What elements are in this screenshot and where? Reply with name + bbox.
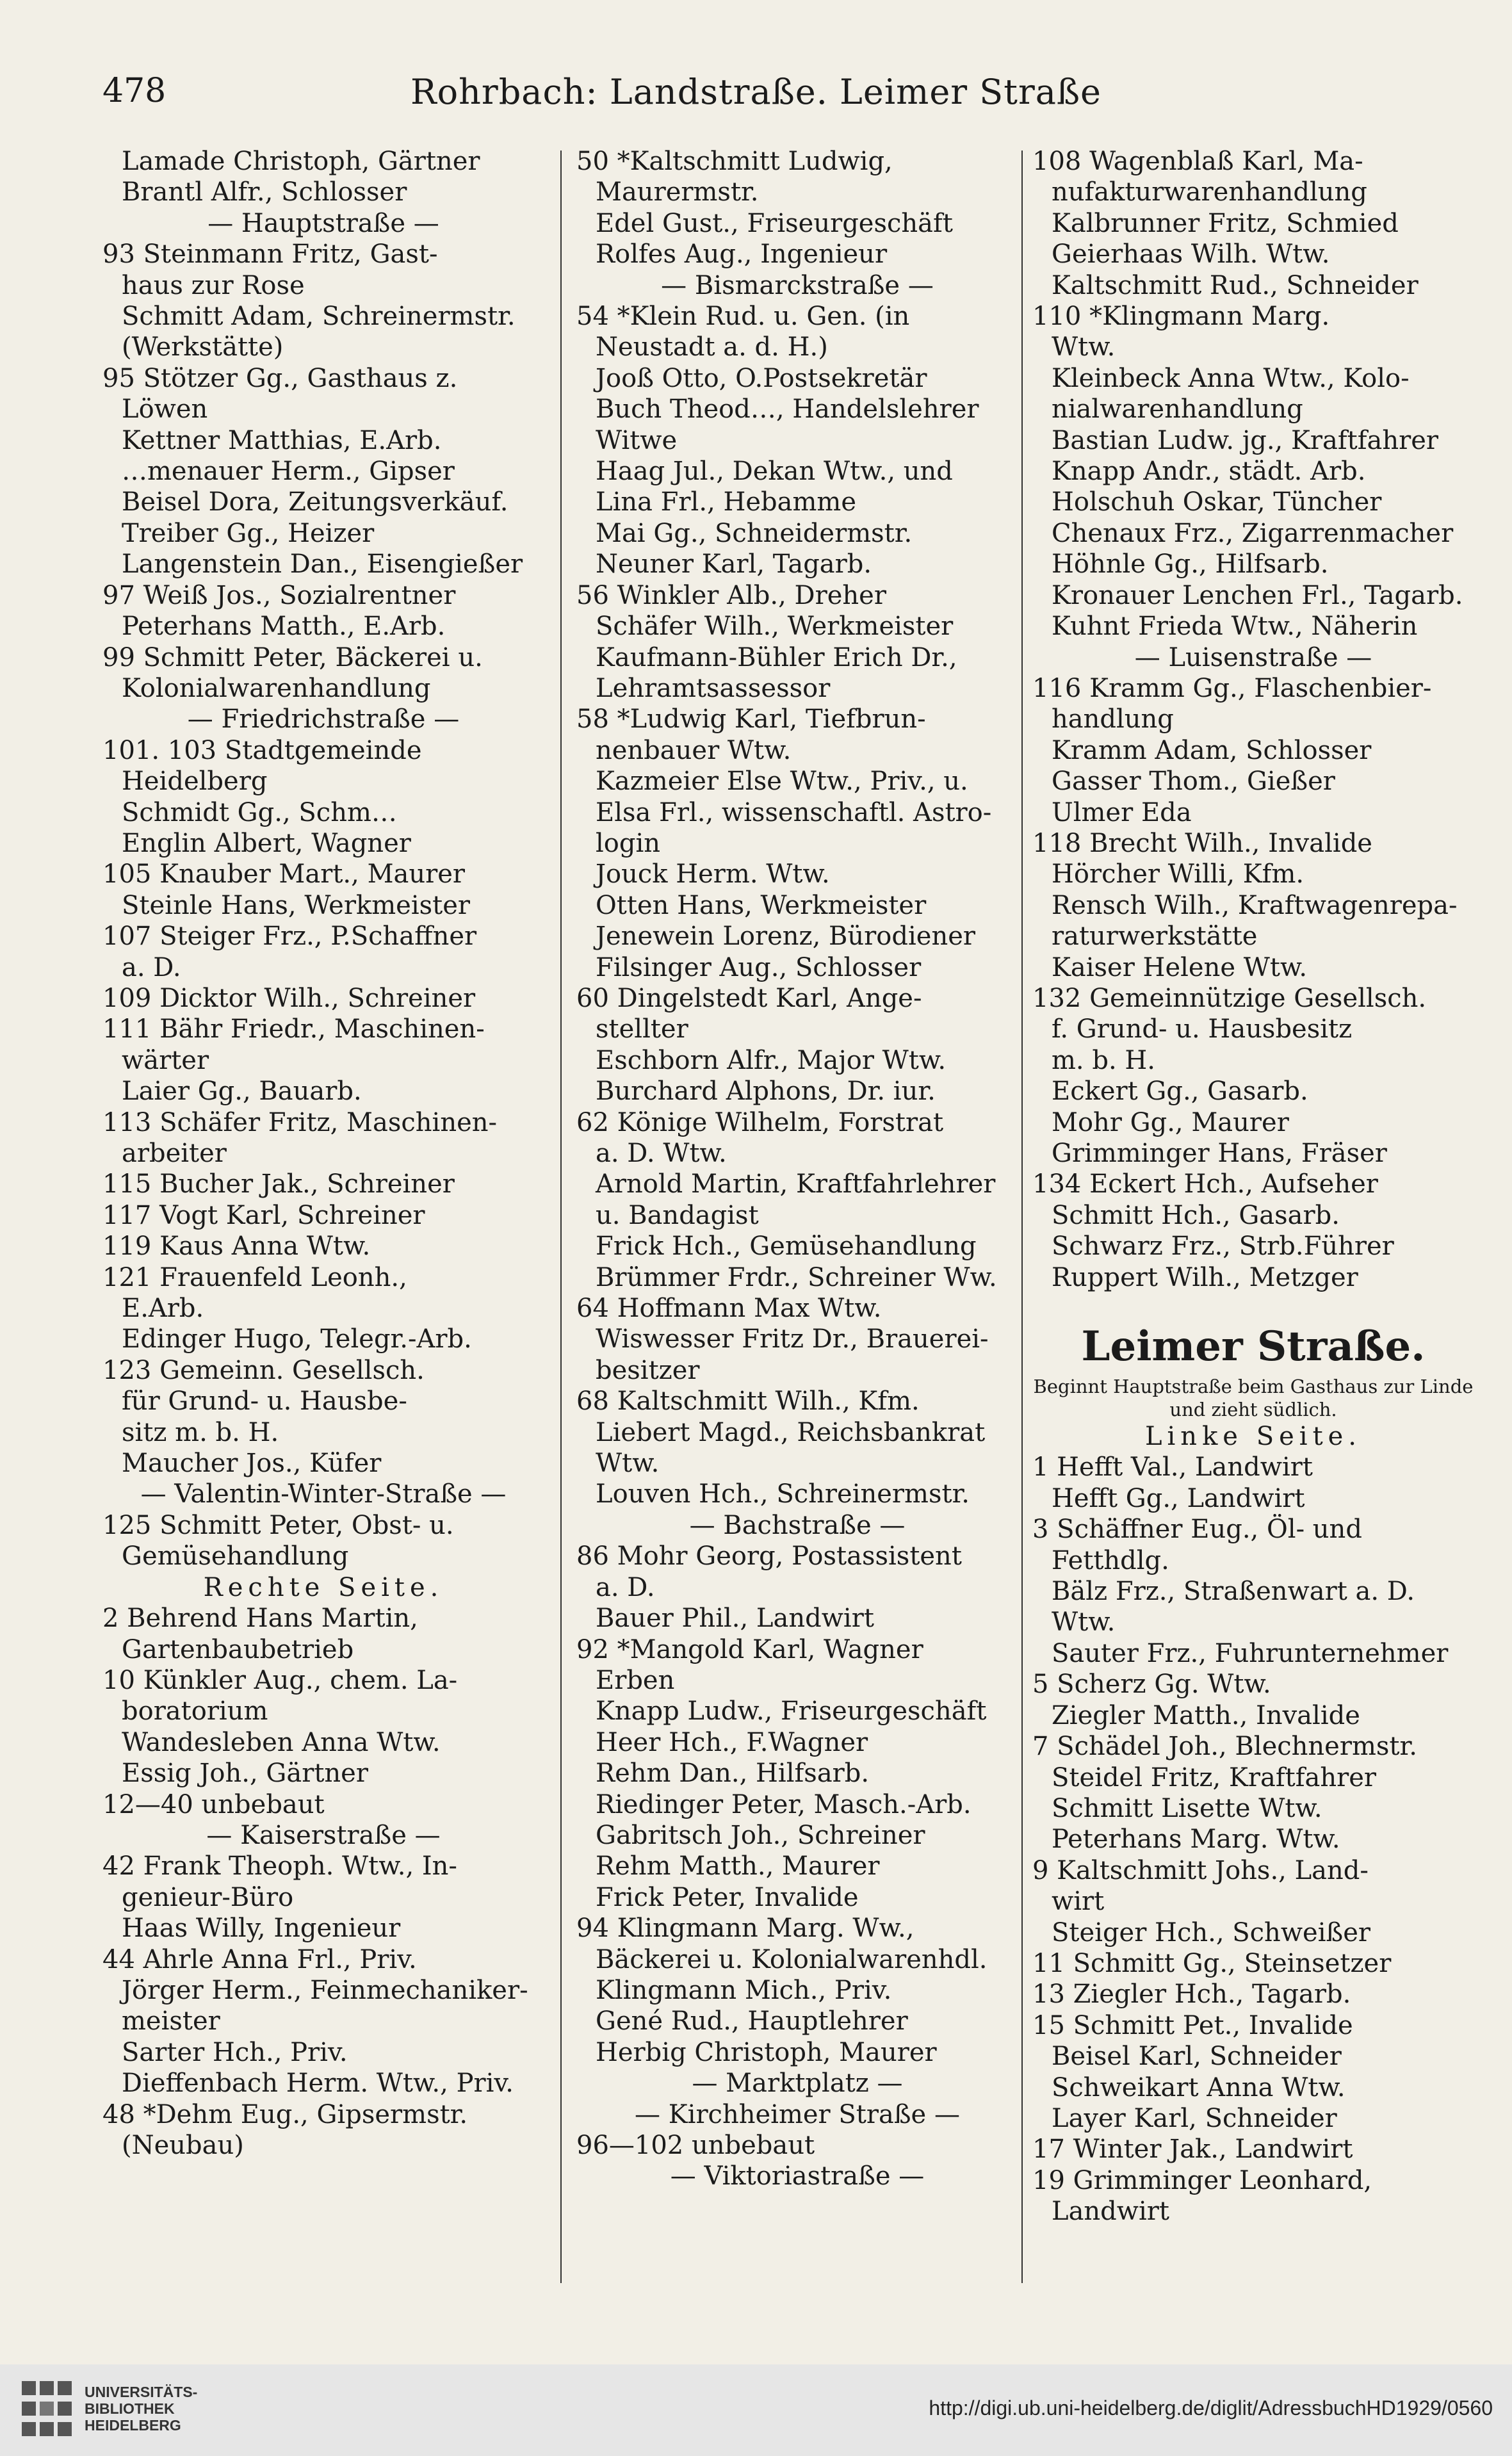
directory-entry: 95 Stötzer Gg., Gasthaus z. [102, 363, 458, 393]
directory-entry: Erben [596, 1665, 675, 1695]
directory-entry: u. Bandagist [596, 1200, 759, 1230]
directory-entry: Essig Joh., Gärtner [122, 1759, 368, 1789]
directory-entry: Kolonialwarenhandlung [122, 673, 431, 703]
street-heading: — Kaiserstraße — [206, 1820, 441, 1850]
directory-entry: Peterhans Marg. Wtw. [1052, 1825, 1340, 1855]
directory-entry: Frick Peter, Invalide [596, 1882, 859, 1912]
directory-entry: 15 Schmitt Pet., Invalide [1032, 2010, 1353, 2040]
street-heading: — Kirchheimer Straße — [635, 2099, 960, 2129]
directory-entry: 134 Eckert Hch., Aufseher [1032, 1169, 1378, 1200]
directory-entry: Knapp Andr., städt. Arb. [1052, 457, 1366, 487]
directory-entry: Schweikart Anna Wtw. [1052, 2072, 1345, 2102]
directory-entry: Steinle Hans, Werkmeister [122, 890, 471, 920]
source-url-link[interactable]: http://digi.ub.uni-heidelberg.de/diglit/AdressbuchHD1929/0560 [929, 2396, 1493, 2419]
directory-entry: a. D. [596, 1572, 655, 1602]
directory-entry: Beisel Karl, Schneider [1052, 2042, 1342, 2072]
directory-entry: nenbauer Wtw. [596, 735, 792, 765]
directory-entry: Liebert Magd., Reichsbankrat [596, 1417, 986, 1447]
directory-entry: 117 Vogt Karl, Schreiner [102, 1200, 425, 1230]
directory-entry: a. D. [122, 952, 181, 982]
directory-entry: Chenaux Frz., Zigarrenmacher [1052, 518, 1454, 548]
directory-entry: 3 Schäffner Eug., Öl- und [1032, 1515, 1362, 1545]
directory-entry: raturwerkstätte [1052, 922, 1258, 952]
directory-entry: 109 Dicktor Wilh., Schreiner [102, 983, 476, 1013]
directory-entry: Englin Albert, Wagner [122, 828, 411, 858]
directory-entry: nufakturwarenhandlung [1052, 177, 1367, 207]
section-description: Beginnt Hauptstraße beim Gasthaus zur Linde und zieht südlich. [1033, 1376, 1474, 1421]
directory-entry: Landwirt [1052, 2197, 1170, 2227]
directory-entry: Kazmeier Else Wtw., Priv., u. [596, 767, 968, 797]
directory-entry: Knapp Ludw., Friseurgeschäft [596, 1696, 987, 1727]
street-heading: — Valentin-Winter-Straße — [140, 1479, 507, 1509]
directory-entry: meister [122, 2006, 220, 2037]
directory-entry: 10 Künkler Aug., chem. La- [102, 1665, 458, 1695]
directory-entry: 62 Könige Wilhelm, Forstrat [576, 1107, 944, 1137]
directory-entry: 101. 103 Stadtgemeinde [102, 735, 422, 765]
directory-entry: Löwen [122, 394, 208, 425]
street-heading: — Hauptstraße — [207, 208, 439, 238]
directory-column-3 [1032, 146, 1474, 2227]
directory-entry: für Grund- u. Hausbe- [122, 1387, 407, 1417]
directory-entry: Burchard Alphons, Dr. iur. [596, 1077, 936, 1107]
street-heading: — Bachstraße — [689, 1510, 906, 1540]
directory-entry: Schwarz Frz., Strb.Führer [1052, 1232, 1394, 1262]
directory-entry: Gené Rud., Hauptlehrer [596, 2006, 908, 2037]
street-heading: — Marktplatz — [692, 2069, 903, 2099]
university-library-logo-icon [18, 2377, 74, 2440]
directory-entry: Eckert Gg., Gasarb. [1052, 1077, 1308, 1107]
directory-entry: Ziegler Matth., Invalide [1052, 1700, 1360, 1730]
directory-entry: 68 Kaltschmitt Wilh., Kfm. [576, 1387, 920, 1417]
directory-entry: Louven Hch., Schreinermstr. [596, 1479, 970, 1509]
directory-entry: Kettner Matthias, E.Arb. [122, 425, 442, 455]
directory-entry: (Neubau) [122, 2131, 244, 2160]
directory-entry: Arnold Martin, Kraftfahrlehrer [596, 1169, 996, 1200]
directory-entry: Filsinger Aug., Schlosser [596, 952, 922, 982]
directory-entry: 123 Gemeinn. Gesellsch. [102, 1355, 425, 1385]
side-heading: Linke Seite. [1144, 1422, 1362, 1452]
directory-entry: 111 Bähr Friedr., Maschinen- [102, 1014, 485, 1045]
street-heading: — Viktoriastraße — [670, 2161, 925, 2192]
directory-entry: Klingmann Mich., Priv. [596, 1975, 892, 2005]
street-heading: — Luisenstraße — [1134, 642, 1372, 672]
directory-entry: genieur-Büro [122, 1882, 294, 1912]
directory-entry: Gabritsch Joh., Schreiner [596, 1820, 925, 1850]
directory-entry: Edel Gust., Friseurgeschäft [596, 208, 953, 238]
directory-entry: Hefft Gg., Landwirt [1052, 1483, 1305, 1513]
directory-entry: 19 Grimminger Leonhard, [1032, 2165, 1372, 2195]
directory-entry: 94 Klingmann Marg. Ww., [576, 1914, 915, 1944]
directory-entry: Wtw. [1052, 332, 1116, 362]
directory-entry: 119 Kaus Anna Wtw. [102, 1232, 371, 1262]
directory-entry: Grimminger Hans, Fräser [1052, 1139, 1387, 1168]
directory-entry: 92 *Mangold Karl, Wagner [576, 1634, 923, 1664]
directory-entry: 108 Wagenblaß Karl, Ma- [1032, 147, 1363, 176]
directory-entry: 5 Scherz Gg. Wtw. [1032, 1670, 1271, 1700]
directory-entry: 17 Winter Jak., Landwirt [1032, 2135, 1353, 2165]
directory-entry: Haas Willy, Ingenieur [122, 1914, 401, 1944]
directory-entry: login [596, 828, 661, 858]
directory-entry: Jooß Otto, O.Postsekretär [596, 363, 927, 393]
directory-entry: 11 Schmitt Gg., Steinsetzer [1032, 1948, 1392, 1978]
directory-entry: 42 Frank Theoph. Wtw., In- [102, 1851, 457, 1882]
directory-entry: 1 Hefft Val., Landwirt [1032, 1452, 1313, 1483]
directory-entry: 99 Schmitt Peter, Bäckerei u. [102, 642, 483, 672]
library-name-line: UNIVERSITÄTS- [85, 2384, 198, 2400]
directory-entry: 116 Kramm Gg., Flaschenbier- [1032, 673, 1432, 703]
directory-entry: Gartenbaubetrieb [122, 1634, 354, 1664]
directory-entry: wirt [1052, 1887, 1105, 1917]
directory-entry: 7 Schädel Joh., Blechnermstr. [1032, 1732, 1417, 1762]
directory-entry: 118 Brecht Wilh., Invalide [1032, 828, 1372, 858]
directory-entry: Schmitt Adam, Schreinermstr. [122, 302, 516, 332]
directory-entry: Haag Jul., Dekan Wtw., und [596, 457, 953, 487]
directory-entry: Rehm Matth., Maurer [596, 1851, 880, 1882]
directory-entry: sitz m. b. H. [122, 1417, 279, 1447]
directory-entry: Elsa Frl., wissenschaftl. Astro- [596, 797, 992, 827]
directory-entry: Rensch Wilh., Kraftwagenrepa- [1052, 890, 1458, 920]
directory-entry: 58 *Ludwig Karl, Tiefbrun- [576, 704, 926, 735]
directory-entry: Kaiser Helene Wtw. [1052, 952, 1308, 982]
directory-entry: 9 Kaltschmitt Johs., Land- [1032, 1855, 1369, 1885]
directory-entry: Wtw. [596, 1449, 660, 1479]
directory-entry: Sarter Hch., Priv. [122, 2037, 348, 2067]
directory-entry: Laier Gg., Bauarb. [122, 1077, 362, 1107]
directory-entry: Maucher Jos., Küfer [122, 1449, 382, 1479]
directory-entry: Langenstein Dan., Eisengießer [122, 549, 523, 580]
directory-entry: Wtw. [1052, 1607, 1116, 1638]
directory-entry: 105 Knauber Mart., Maurer [102, 859, 466, 890]
directory-entry: 2 Behrend Hans Martin, [102, 1604, 418, 1634]
directory-entry: 113 Schäfer Fritz, Maschinen- [102, 1107, 498, 1137]
directory-entry: Mai Gg., Schneidermstr. [596, 518, 913, 548]
directory-entry: besitzer [596, 1355, 700, 1385]
directory-entry: Witwe [596, 425, 678, 455]
directory-column-1 [102, 146, 544, 2161]
directory-entry: Riedinger Peter, Masch.-Arb. [596, 1789, 971, 1819]
directory-entry: Peterhans Matth., E.Arb. [122, 612, 446, 642]
directory-entry: Steiger Hch., Schweißer [1052, 1917, 1371, 1948]
directory-entry: Neustadt a. d. H.) [596, 332, 828, 362]
directory-entry: Lamade Christoph, Gärtner [122, 147, 480, 176]
directory-entry: Kronauer Lenchen Frl., Tagarb. [1052, 580, 1463, 610]
directory-entry: Bastian Ludw. jg., Kraftfahrer [1052, 425, 1439, 455]
library-name [85, 2384, 197, 2434]
directory-entry: …menauer Herm., Gipser [122, 457, 455, 487]
street-heading: — Bismarckstraße — [661, 270, 934, 300]
directory-entry: Hörcher Willi, Kfm. [1052, 859, 1305, 890]
directory-entry: Brümmer Frdr., Schreiner Ww. [596, 1262, 997, 1292]
directory-entry: Lina Frl., Hebamme [596, 487, 857, 517]
directory-entry: Jouck Herm. Wtw. [596, 859, 830, 890]
directory-entry: Neuner Karl, Tagarb. [596, 549, 872, 580]
directory-entry: 64 Hoffmann Max Wtw. [576, 1294, 882, 1324]
directory-entry: Maurermstr. [596, 177, 759, 207]
directory-entry: Kleinbeck Anna Wtw., Kolo- [1052, 363, 1410, 393]
directory-entry: Schmitt Hch., Gasarb. [1052, 1200, 1340, 1230]
directory-entry: Layer Karl, Schneider [1052, 2103, 1337, 2133]
directory-entry: 44 Ahrle Anna Frl., Priv. [102, 1944, 417, 1974]
directory-entry: Bälz Frz., Straßenwart a. D. [1052, 1577, 1415, 1607]
directory-entry: Bäckerei u. Kolonialwarenhdl. [596, 1944, 988, 1974]
section-title: Leimer Straße. [1081, 1322, 1426, 1371]
library-name-line: BIBLIOTHEK [85, 2400, 175, 2417]
directory-entry: handlung [1052, 704, 1174, 735]
side-heading: Rechte Seite. [203, 1572, 444, 1602]
column-divider [560, 150, 562, 2283]
directory-entry: Ruppert Wilh., Metzger [1052, 1262, 1358, 1292]
directory-entry: arbeiter [122, 1139, 227, 1168]
directory-entry: Gasser Thom., Gießer [1052, 767, 1335, 797]
directory-entry: 13 Ziegler Hch., Tagarb. [1032, 1980, 1351, 2010]
library-name-line: HEIDELBERG [85, 2417, 181, 2434]
directory-entry: Rolfes Aug., Ingenieur [596, 240, 888, 270]
directory-entry: Kaufmann-Bühler Erich Dr., [596, 642, 957, 672]
directory-entry: Otten Hans, Werkmeister [596, 890, 927, 920]
directory-entry: Wiswesser Fritz Dr., Brauerei- [596, 1324, 989, 1354]
directory-entry: f. Grund- u. Hausbesitz [1052, 1014, 1353, 1045]
directory-entry: Edinger Hugo, Telegr.-Arb. [122, 1324, 472, 1354]
directory-entry: Kuhnt Frieda Wtw., Näherin [1052, 612, 1418, 642]
directory-entry: Ulmer Eda [1052, 797, 1192, 827]
directory-entry: 50 *Kaltschmitt Ludwig, [576, 147, 893, 176]
directory-entry: wärter [122, 1045, 209, 1075]
directory-entry: Kalbrunner Fritz, Schmied [1052, 208, 1399, 238]
directory-entry: Dieffenbach Herm. Wtw., Priv. [122, 2069, 514, 2099]
directory-entry: E.Arb. [122, 1294, 204, 1324]
directory-entry: Holschuh Oskar, Tüncher [1052, 487, 1382, 517]
directory-entry: Schäfer Wilh., Werkmeister [596, 612, 954, 642]
directory-entry: Herbig Christoph, Maurer [596, 2037, 937, 2067]
directory-entry: Sauter Frz., Fuhrunternehmer [1052, 1638, 1449, 1668]
directory-entry: stellter [596, 1014, 688, 1045]
directory-entry: m. b. H. [1052, 1045, 1155, 1075]
directory-entry: Buch Theod…, Handelslehrer [596, 394, 979, 425]
directory-entry: Fetthdlg. [1052, 1545, 1169, 1575]
directory-entry: Schmidt Gg., Schm… [122, 797, 397, 827]
directory-entry: Schmitt Lisette Wtw. [1052, 1793, 1322, 1823]
directory-entry: 93 Steinmann Fritz, Gast- [102, 240, 438, 270]
directory-entry: Jörger Herm., Feinmechaniker- [122, 1975, 528, 2005]
directory-entry: Eschborn Alfr., Major Wtw. [596, 1045, 947, 1075]
directory-entry: 132 Gemeinnützige Gesellsch. [1032, 983, 1427, 1013]
directory-entry: Bauer Phil., Landwirt [596, 1604, 874, 1634]
directory-entry: 115 Bucher Jak., Schreiner [102, 1169, 455, 1200]
directory-entry: Geierhaas Wilh. Wtw. [1052, 240, 1330, 270]
directory-entry: 96—102 unbebaut [576, 2131, 815, 2160]
page-title: Rohrbach: Landstraße. Leimer Straße [410, 72, 1102, 112]
directory-entry: Wandesleben Anna Wtw. [122, 1727, 441, 1757]
directory-entry: Gemüsehandlung [122, 1541, 349, 1572]
directory-entry: 56 Winkler Alb., Dreher [576, 580, 886, 610]
directory-entry: 48 *Dehm Eug., Gipsermstr. [102, 2099, 468, 2129]
directory-entry: 60 Dingelstedt Karl, Ange- [576, 983, 922, 1013]
directory-entry: 97 Weiß Jos., Sozialrentner [102, 580, 456, 610]
directory-entry: 107 Steiger Frz., P.Schaffner [102, 922, 477, 952]
directory-entry: Höhnle Gg., Hilfsarb. [1052, 549, 1329, 580]
directory-entry: Brantl Alfr., Schlosser [122, 177, 407, 207]
directory-entry: Jenewein Lorenz, Bürodiener [596, 922, 976, 952]
directory-entry: Treiber Gg., Heizer [122, 518, 375, 548]
directory-entry: Beisel Dora, Zeitungsverkäuf. [122, 487, 508, 517]
directory-entry: Rehm Dan., Hilfsarb. [596, 1759, 870, 1789]
directory-entry: Frick Hch., Gemüsehandlung [596, 1232, 977, 1262]
directory-entry: Kramm Adam, Schlosser [1052, 735, 1372, 765]
directory-entry: Mohr Gg., Maurer [1052, 1107, 1289, 1137]
column-divider [1021, 150, 1023, 2283]
directory-entry: nialwarenhandlung [1052, 394, 1303, 425]
directory-entry: 54 *Klein Rud. u. Gen. (in [576, 302, 910, 332]
directory-entry: Lehramtsassessor [596, 673, 831, 703]
directory-entry: Heer Hch., F.Wagner [596, 1727, 868, 1757]
street-heading: — Friedrichstraße — [187, 704, 460, 735]
page-number: 478 [102, 72, 167, 110]
directory-entry: Steidel Fritz, Kraftfahrer [1052, 1762, 1377, 1793]
directory-entry: 121 Frauenfeld Leonh., [102, 1262, 407, 1292]
directory-entry: Heidelberg [122, 767, 268, 797]
directory-entry: boratorium [122, 1696, 268, 1727]
directory-entry: 86 Mohr Georg, Postassistent [576, 1541, 962, 1572]
directory-entry: haus zur Rose [122, 270, 305, 300]
directory-entry: 12—40 unbebaut [102, 1789, 325, 1819]
directory-entry: a. D. Wtw. [596, 1139, 727, 1168]
directory-entry: Kaltschmitt Rud., Schneider [1052, 270, 1419, 300]
directory-entry: 110 *Klingmann Marg. [1032, 302, 1330, 332]
directory-column-2 [576, 146, 1018, 2192]
directory-entry: 125 Schmitt Peter, Obst- u. [102, 1510, 454, 1540]
directory-entry: (Werkstätte) [122, 332, 284, 362]
